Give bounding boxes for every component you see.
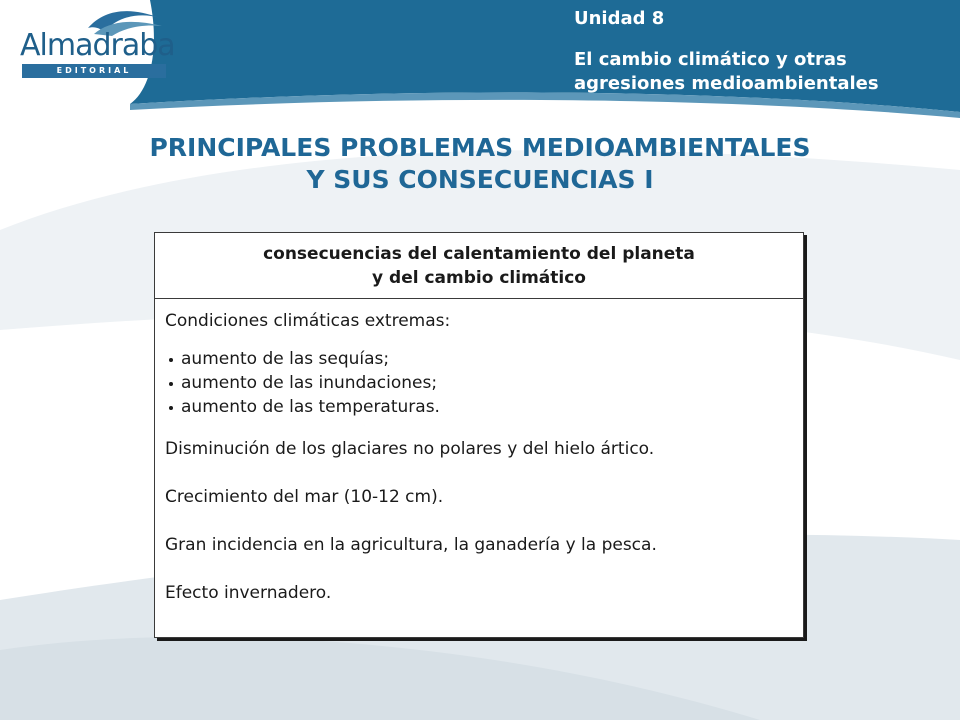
table-body xyxy=(155,299,803,605)
bullet-list xyxy=(165,347,793,419)
paragraph-glaciers: Disminución de los glaciares no polares y del hielo ártico. xyxy=(165,439,655,459)
page-title xyxy=(0,132,960,196)
bullet-text: aumento de las sequías; xyxy=(181,349,390,369)
table-header xyxy=(155,233,803,299)
page-title-line-1: PRINCIPALES PROBLEMAS MEDIOAMBIENTALES xyxy=(149,133,811,162)
paragraph-sea-level: Crecimiento del mar (10-12 cm). xyxy=(165,487,444,507)
unit-subtitle: El cambio climático y otras agresiones medioambientales xyxy=(574,49,879,94)
paragraph-greenhouse: Efecto invernadero. xyxy=(165,583,332,603)
consequences-table xyxy=(154,232,804,638)
unit-title: Unidad 8 xyxy=(574,8,665,29)
bullet-icon xyxy=(169,406,173,410)
bullet-item xyxy=(165,347,793,371)
logo-subtitle: EDITORIAL xyxy=(22,64,166,78)
paragraph-agriculture: Gran incidencia en la agricultura, la ganadería y la pesca. xyxy=(165,535,657,555)
bullet-icon xyxy=(169,382,173,386)
logo-name: Almadraba xyxy=(20,28,175,63)
bullet-item xyxy=(165,395,793,419)
bullet-icon xyxy=(169,358,173,362)
bullet-text: aumento de las inundaciones; xyxy=(181,373,438,393)
page-title-line-2: Y SUS CONSECUENCIAS I xyxy=(306,165,654,194)
bullet-item xyxy=(165,371,793,395)
intro-text: Condiciones climáticas extremas: xyxy=(165,311,451,331)
logo xyxy=(12,6,175,76)
table-header-line-2: y del cambio climático xyxy=(372,267,586,288)
table-header-line-1: consecuencias del calentamiento del planeta xyxy=(263,243,695,264)
bullet-text: aumento de las temperaturas. xyxy=(181,397,440,417)
